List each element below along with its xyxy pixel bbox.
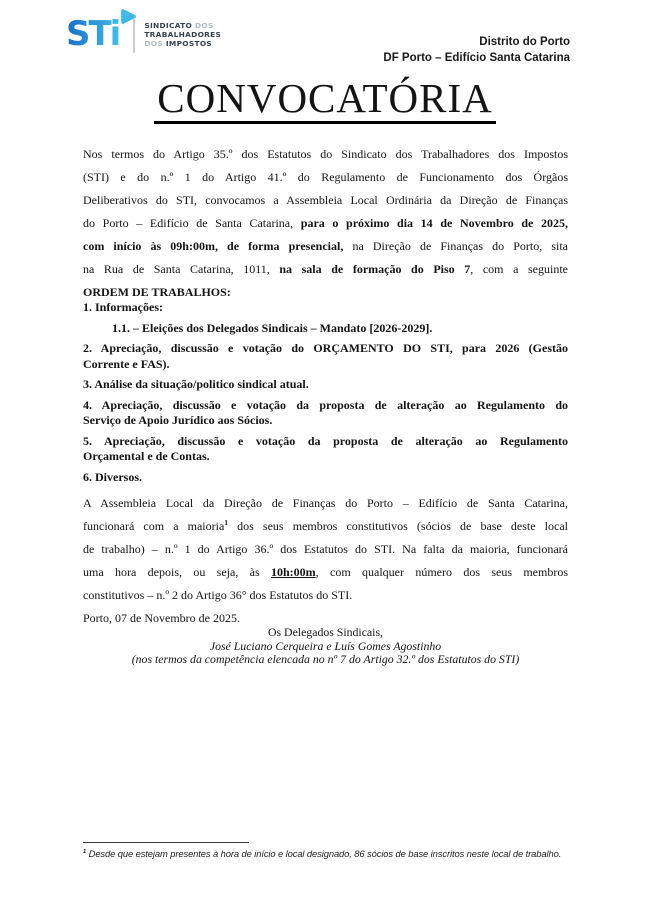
text-segment: 6. Diversos.	[83, 469, 142, 484]
text-line	[144, 39, 221, 48]
header-district-info	[383, 14, 570, 66]
text-segment: 1.1. – Eleições dos Delegados Sindicais – Mandato [2026-2029].	[112, 320, 433, 335]
title-row	[0, 76, 650, 124]
text-segment: 1	[83, 848, 87, 855]
text-line	[83, 449, 568, 465]
text-segment: 10h:00m	[271, 565, 316, 579]
intro-paragraph	[83, 143, 568, 304]
text-segment: , com qualquer número dos seus membros	[315, 565, 568, 579]
text-line	[83, 377, 568, 393]
text-segment: , com a seguinte	[470, 262, 568, 276]
text-line	[83, 434, 568, 450]
text-line	[83, 640, 568, 654]
text-line	[83, 515, 568, 538]
sti-logo	[66, 14, 221, 54]
text-line	[83, 561, 568, 584]
text-line	[83, 258, 568, 281]
text-segment: na Direção de Finanças do Porto, sita	[343, 239, 568, 253]
text-segment: TRABALHADORES	[144, 30, 222, 40]
text-line	[83, 626, 568, 640]
text-line	[83, 166, 568, 189]
text-segment: na Rua de Santa Catarina, 1011,	[83, 262, 280, 276]
document-title: CONVOCATÓRIA	[154, 76, 495, 124]
text-line	[83, 538, 568, 561]
text-segment: Serviço de Apoio Jurídico aos Sócios.	[83, 413, 273, 427]
text-segment: 2. Apreciação, discussão e votação do ORÇAMENTO DO STI, para 2026 (Gestão	[83, 341, 568, 355]
text-segment: 1. Informações:	[83, 300, 163, 314]
text-segment: para o próximo dia 14 de Novembro de 2025,	[300, 216, 569, 230]
text-segment: SINDICATO	[144, 21, 195, 30]
text-segment: A Assembleia Local da Direção de Finanças do Porto – Edifício de Santa Catarina,	[83, 496, 568, 510]
text-segment: DOS	[194, 21, 214, 30]
text-segment: DOS	[144, 39, 166, 49]
text-line	[144, 21, 221, 30]
text-line	[83, 143, 568, 166]
text-segment: (nos termos da competência elencada no nº 7 do Artigo 32.º dos Estatutos do STI)	[131, 652, 520, 666]
sti-logo-text: STi	[66, 14, 120, 54]
text-segment: funcionará com a maioria	[83, 519, 225, 533]
logo-tagline	[144, 21, 221, 49]
text-line	[144, 30, 221, 39]
text-line	[83, 492, 568, 515]
sti-logo-mark	[66, 14, 133, 54]
text-segment: IMPOSTOS	[165, 39, 213, 49]
text-segment: Nos termos do Artigo 35.º dos Estatutos do Sindicato dos Trabalhadores dos Impostos	[83, 147, 568, 161]
text-line	[83, 470, 568, 486]
text-line	[83, 341, 568, 357]
text-line	[83, 321, 568, 337]
text-segment: 1	[224, 518, 229, 527]
office-line: DF Porto – Edifício Santa Catarina	[383, 52, 570, 64]
text-segment: Desde que estejam presentes à hora de início e local designado, 86 sócios de base inscritos neste local de trabalho.	[86, 848, 562, 859]
text-segment: com início às 09h:00m, de forma presencial,	[83, 239, 344, 253]
text-segment: constitutivos – n.º 2 do Artigo 36° dos Estatutos do STI.	[83, 588, 353, 602]
text-segment: Deliberativos do STI, convocamos a Assembleia Local Ordinária da Direção de Finanças	[83, 193, 568, 207]
text-segment: Orçamental e de Contas.	[83, 449, 210, 463]
text-segment: Corrente e FAS).	[83, 356, 170, 371]
text-segment: do Porto – Edifício de Santa Catarina,	[83, 216, 301, 230]
date-line: Porto, 07 de Novembro de 2025.	[83, 611, 240, 625]
text-segment: dos seus membros constitutivos (sócios de base deste local	[228, 519, 568, 533]
play-icon	[120, 8, 137, 25]
text-segment: 5. Apreciação, discussão e votação da proposta de alteração ao Regulamento	[83, 433, 568, 448]
text-line	[83, 847, 568, 861]
agenda-list	[83, 300, 568, 485]
text-segment: 3. Análise da situação/politico sindical atual.	[83, 377, 309, 391]
text-line	[83, 398, 568, 414]
text-segment: ORDEM DE TRABALHOS:	[83, 285, 231, 299]
text-segment: (STI) e do n.º 1 do Artigo 41.º do Regulamento de Funcionamento dos Órgãos	[83, 170, 568, 184]
text-segment: Os Delegados Sindicais,	[267, 625, 383, 639]
district-line: Distrito do Porto	[479, 36, 570, 48]
footnote	[83, 847, 568, 861]
text-line	[83, 584, 568, 607]
text-segment: José Luciano Cerqueira e Luís Gomes Agostinho	[209, 638, 442, 653]
text-segment: uma hora depois, ou seja, às	[83, 565, 271, 579]
play-icon-shape	[123, 11, 134, 22]
document-header	[66, 14, 570, 66]
text-segment: na sala de formação do Piso 7	[279, 262, 471, 276]
signature-block	[83, 626, 568, 667]
text-segment: 4. Apreciação, discussão e votação da proposta de alteração ao Regulamento do	[83, 397, 568, 412]
text-line	[83, 413, 568, 429]
footnote-separator	[83, 842, 249, 843]
text-line	[83, 357, 568, 373]
text-line	[83, 212, 568, 235]
text-segment: de trabalho) – n.º 1 do Artigo 36.º dos Estatutos do STI. Na falta da maioria, funcionará	[83, 542, 568, 556]
text-line	[83, 300, 568, 316]
quorum-paragraph	[83, 492, 568, 607]
text-line	[83, 653, 568, 667]
text-line	[83, 189, 568, 212]
text-line	[83, 235, 568, 258]
